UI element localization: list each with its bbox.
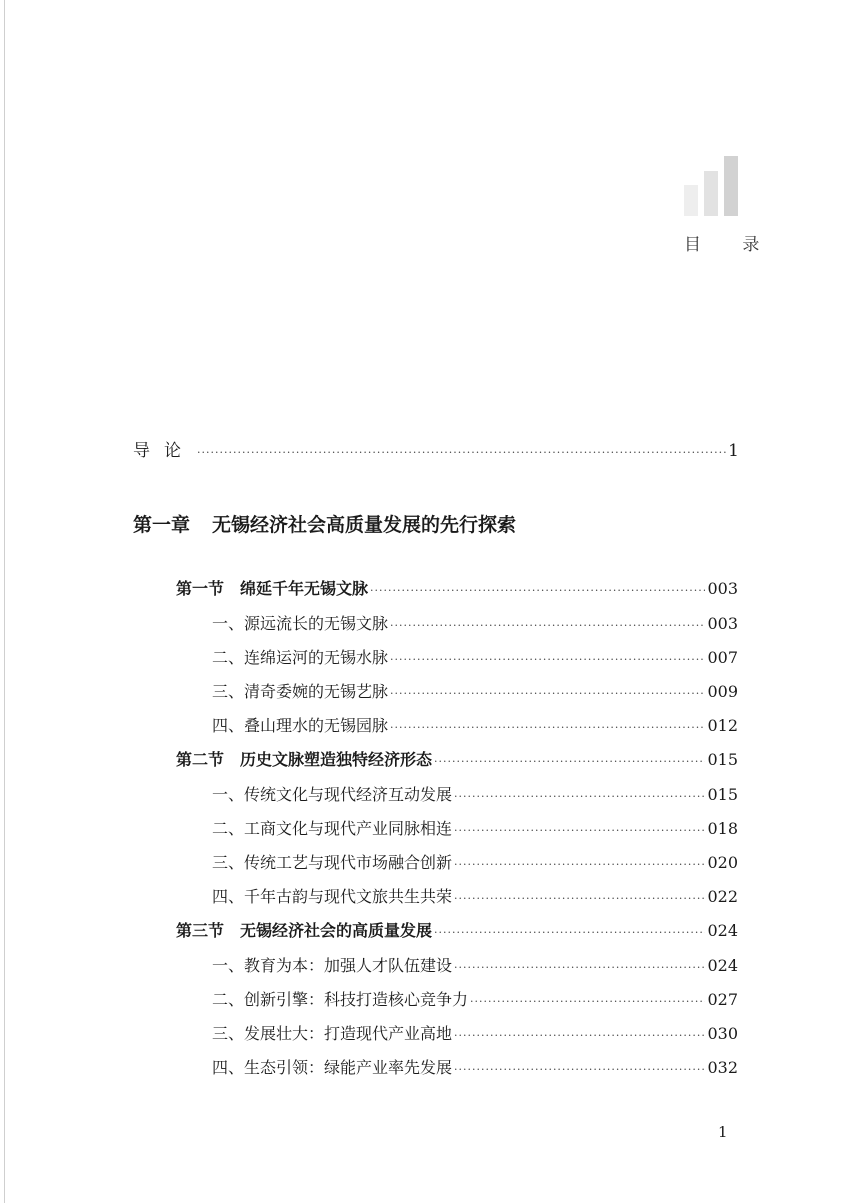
section-number: 第二节 <box>176 750 225 769</box>
decor-bar-tall <box>724 156 738 216</box>
dot-leader <box>454 958 705 978</box>
item-page: 003 <box>707 614 738 633</box>
chapter-number: 第一章 <box>133 514 191 536</box>
dot-leader <box>197 443 726 463</box>
section-number: 第三节 <box>176 921 225 940</box>
item-title: 四、千年古韵与现代文旅共生共荣 <box>212 887 453 906</box>
section-title: 绵延千年无锡文脉 <box>240 579 369 598</box>
toc-item-entry[interactable] <box>212 716 738 738</box>
toc-intro-entry[interactable] <box>133 441 739 463</box>
toc-item-entry[interactable] <box>212 887 738 909</box>
page-number: 1 <box>718 1123 728 1141</box>
section-page: 015 <box>707 750 738 769</box>
item-title: 三、发展壮大：打造现代产业高地 <box>212 1024 453 1043</box>
item-title: 四、生态引领：绿能产业率先发展 <box>212 1058 453 1077</box>
toc-item-entry[interactable] <box>212 1058 738 1080</box>
dot-leader <box>454 821 705 841</box>
toc-item-entry[interactable] <box>212 990 738 1012</box>
dot-leader <box>390 616 705 636</box>
decor-bar-short <box>684 185 698 216</box>
item-page: 020 <box>707 853 738 872</box>
item-title: 二、连绵运河的无锡水脉 <box>212 648 389 667</box>
item-page: 009 <box>707 682 738 701</box>
item-title: 一、教育为本：加强人才队伍建设 <box>212 956 453 975</box>
decor-bar-medium <box>704 171 718 216</box>
dot-leader <box>434 923 705 943</box>
item-page: 007 <box>707 648 738 667</box>
toc-item-entry[interactable] <box>212 648 738 670</box>
dot-leader <box>454 889 705 909</box>
chapter-heading[interactable] <box>133 510 516 537</box>
item-page: 012 <box>707 716 738 735</box>
item-page: 027 <box>707 990 738 1009</box>
item-page: 030 <box>707 1024 738 1043</box>
toc-item-entry[interactable] <box>212 682 738 704</box>
intro-label: 导论 <box>133 441 195 461</box>
chapter-title: 无锡经济社会高质量发展的先行探索 <box>212 514 517 536</box>
section-number: 第一节 <box>176 579 225 598</box>
dot-leader <box>454 787 705 807</box>
toc-item-entry[interactable] <box>212 956 738 978</box>
item-title: 二、创新引擎：科技打造核心竞争力 <box>212 990 469 1009</box>
toc-section-entry[interactable] <box>176 921 738 943</box>
item-page: 022 <box>707 887 738 906</box>
dot-leader <box>390 718 705 738</box>
dot-leader <box>454 855 705 875</box>
item-title: 四、叠山理水的无锡园脉 <box>212 716 389 735</box>
item-page: 032 <box>707 1058 738 1077</box>
item-page: 015 <box>707 785 738 804</box>
toc-item-entry[interactable] <box>212 785 738 807</box>
intro-page: 1 <box>728 441 739 461</box>
section-page: 024 <box>707 921 738 940</box>
item-title: 一、源远流长的无锡文脉 <box>212 614 389 633</box>
item-page: 024 <box>707 956 738 975</box>
section-page: 003 <box>707 579 738 598</box>
item-title: 三、清奇委婉的无锡艺脉 <box>212 682 389 701</box>
toc-item-entry[interactable] <box>212 614 738 636</box>
section-title: 历史文脉塑造独特经济形态 <box>240 750 433 769</box>
dot-leader <box>454 1060 705 1080</box>
dot-leader <box>454 1026 705 1046</box>
dot-leader <box>370 581 705 601</box>
item-title: 三、传统工艺与现代市场融合创新 <box>212 853 453 872</box>
toc-section-entry[interactable] <box>176 750 738 772</box>
dot-leader <box>390 650 705 670</box>
item-title: 一、传统文化与现代经济互动发展 <box>212 785 453 804</box>
toc-heading: 目 录 <box>684 235 778 255</box>
dot-leader <box>470 992 705 1012</box>
dot-leader <box>390 684 705 704</box>
item-page: 018 <box>707 819 738 838</box>
toc-section-entry[interactable] <box>176 579 738 601</box>
item-title: 二、工商文化与现代产业同脉相连 <box>212 819 453 838</box>
bar-decoration-icon <box>684 156 740 216</box>
section-title: 无锡经济社会的高质量发展 <box>240 921 433 940</box>
dot-leader <box>434 752 705 772</box>
toc-item-entry[interactable] <box>212 819 738 841</box>
toc-item-entry[interactable] <box>212 1024 738 1046</box>
toc-item-entry[interactable] <box>212 853 738 875</box>
page-spine-line <box>4 0 5 1203</box>
